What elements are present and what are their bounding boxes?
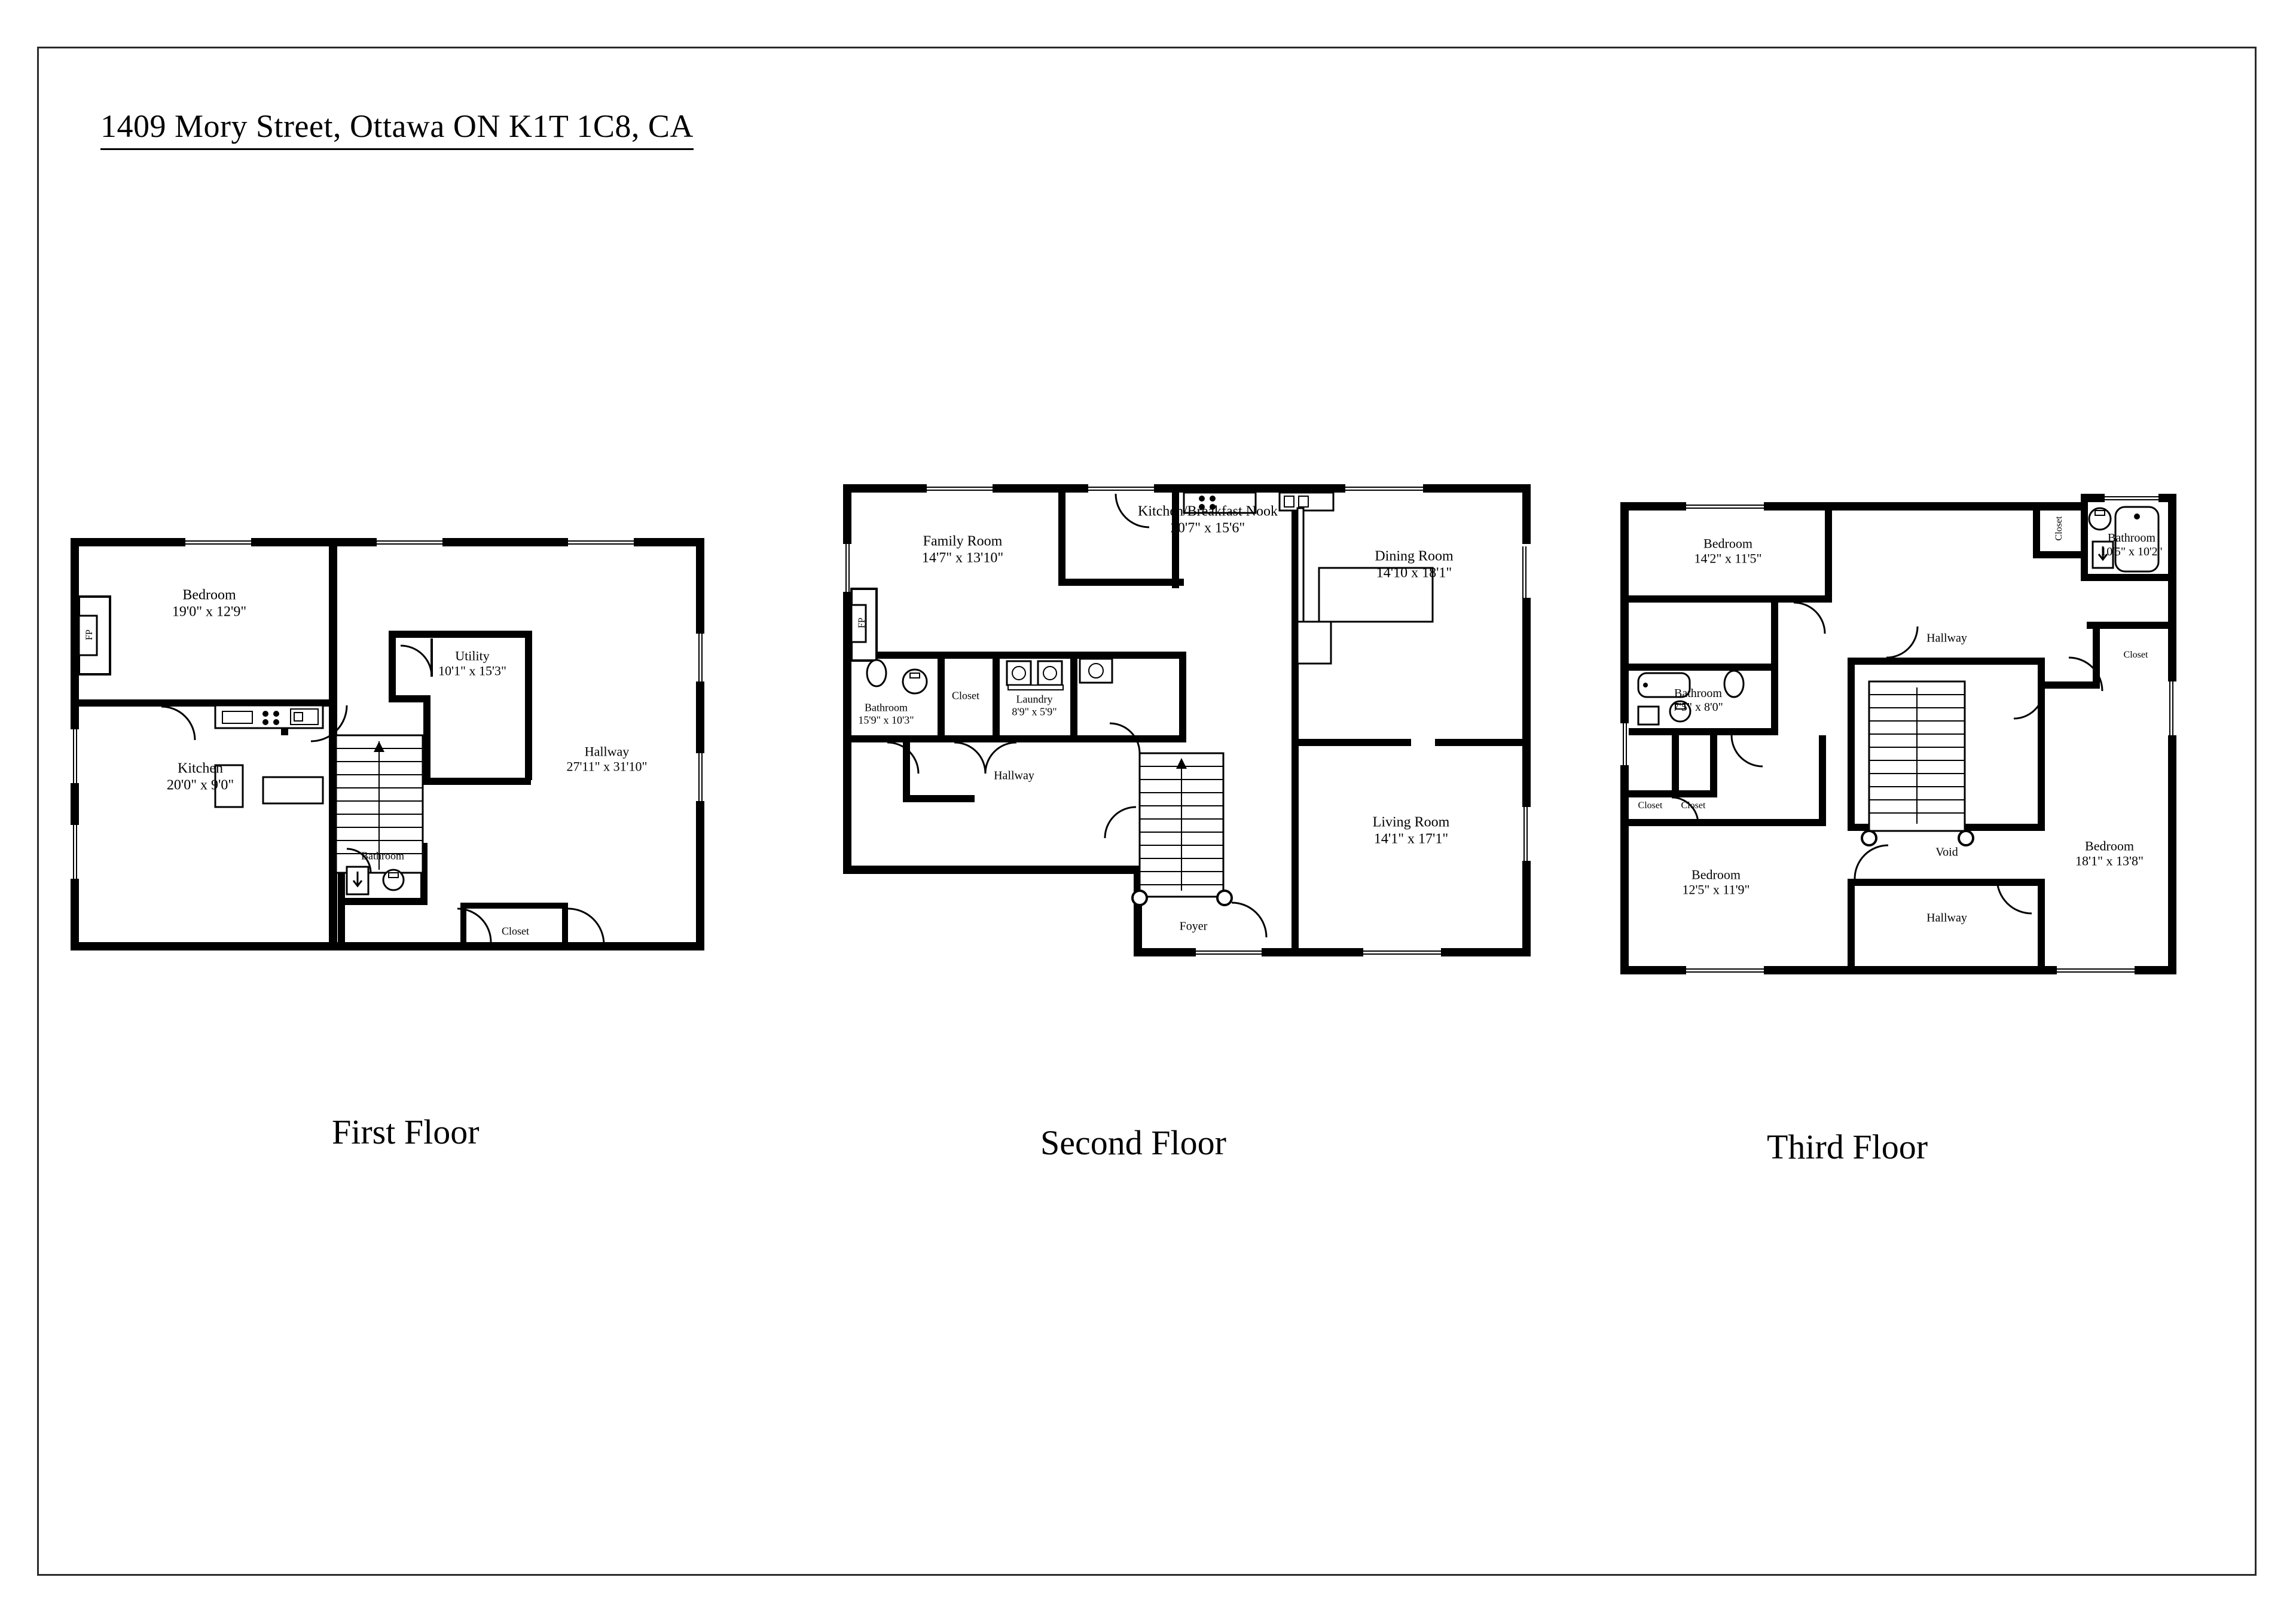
room-label-hallway-2f: Hallway	[994, 769, 1034, 783]
page-title: 1409 Mory Street, Ottawa ON K1T 1C8, CA	[100, 108, 694, 150]
room-label-closet-3f-2: Closet	[2123, 649, 2148, 660]
room-label-laundry-2f: Laundry 8'9" x 5'9"	[1012, 693, 1057, 717]
room-label-dining-room-2f: Dining Room 14'10 x 18'1"	[1375, 548, 1454, 580]
room-label-closet-3f-3: Closet	[1638, 800, 1663, 811]
room-label-closet-1f: Closet	[501, 925, 530, 937]
room-label-bathroom-3f-2: Bathroom 7'5" x 8'0"	[1673, 687, 1723, 714]
room-label-hallway-3f-2: Hallway	[1926, 911, 1967, 925]
room-label-kitchen-1f: Kitchen 20'0" x 9'0"	[166, 760, 234, 793]
room-label-bedroom-1f: Bedroom 19'0" x 12'9"	[172, 587, 247, 619]
room-label-bedroom-3f-2: Bedroom 12'5" x 11'9"	[1682, 867, 1750, 897]
room-label-bedroom-3f-3: Bedroom 18'1" x 13'8"	[2075, 838, 2144, 869]
room-label-closet-3f-1: Closet	[2053, 516, 2064, 541]
third-floor-plan	[1614, 484, 2188, 980]
room-label-living-room-2f: Living Room 14'1" x 17'1"	[1372, 814, 1450, 846]
room-label-family-room-2f: Family Room 14'7" x 13'10"	[921, 533, 1004, 566]
fireplace-label-1f: FP	[84, 629, 94, 640]
room-label-void-3f: Void	[1935, 845, 1958, 859]
room-label-foyer-2f: Foyer	[1179, 919, 1208, 933]
room-label-bathroom-3f-1: Bathroom 10'5" x 10'2"	[2100, 531, 2163, 558]
first-floor-caption: First Floor	[332, 1112, 480, 1151]
second-floor-caption: Second Floor	[1040, 1123, 1226, 1162]
second-floor-plan	[837, 472, 1555, 992]
room-label-closet-2f: Closet	[951, 689, 980, 702]
room-label-bathroom-1f: Bathroom	[361, 849, 404, 862]
room-label-utility-1f: Utility 10'1" x 15'3"	[438, 648, 506, 678]
third-floor-caption: Third Floor	[1767, 1127, 1928, 1166]
fireplace-label-2f: FP	[856, 618, 867, 628]
room-label-hallway-3f-1: Hallway	[1926, 631, 1967, 645]
room-label-bedroom-3f-1: Bedroom 14'2" x 11'5"	[1694, 536, 1762, 566]
room-label-hallway-1f: Hallway 27'11" x 31'10"	[566, 744, 648, 774]
room-label-bathroom-2f: Bathroom 15'9" x 10'3"	[858, 701, 914, 726]
first-floor-plan	[66, 526, 735, 1016]
room-label-kitchen-nook-2f: Kitchen/Breakfast Nook 20'7" x 15'6"	[1138, 503, 1278, 536]
room-label-closet-3f-4: Closet	[1681, 800, 1706, 811]
